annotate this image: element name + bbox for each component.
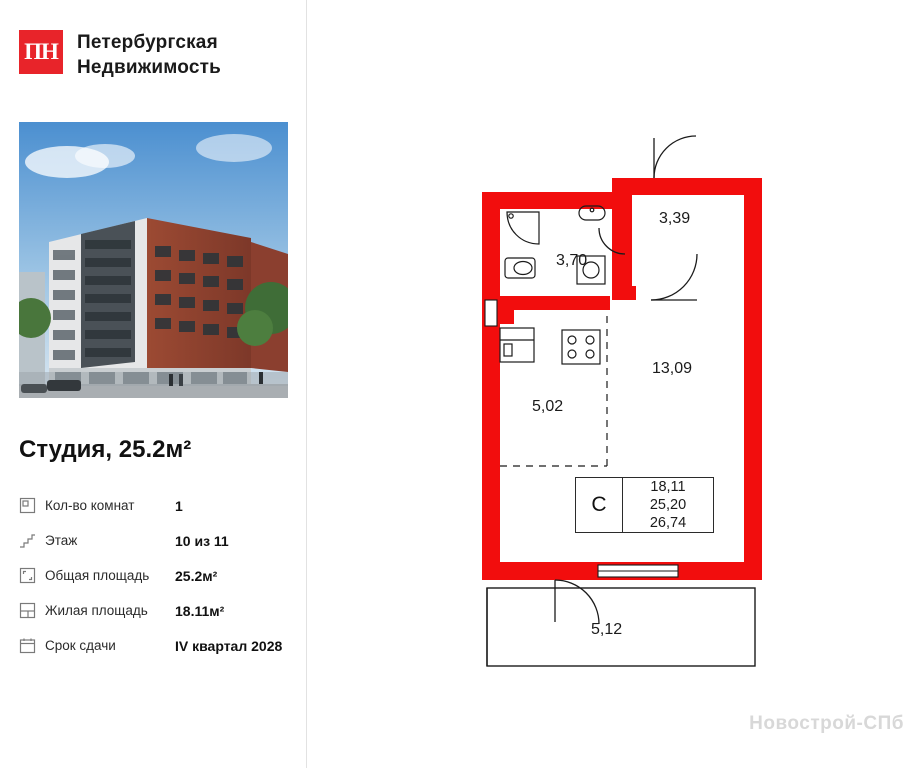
- floor-plan-drawing: [307, 0, 922, 768]
- watermark: Новострой-СПб: [749, 713, 904, 734]
- badge-living-area: 18,11: [650, 479, 686, 495]
- spec-value-living-area: 18.11м²: [175, 602, 225, 619]
- area-summary-badge: [575, 477, 714, 533]
- plan-area-kitchen: 5,02: [532, 398, 564, 415]
- brand-header[interactable]: [19, 30, 221, 80]
- living-area-icon: [19, 602, 36, 619]
- spec-label-living-area: Жилая площадь: [45, 603, 148, 618]
- spec-label-rooms: Кол-во комнат: [45, 498, 135, 513]
- plan-area-balcony: 5,12: [591, 621, 623, 638]
- spec-label-total-area: Общая площадь: [45, 568, 150, 583]
- plan-area-living-room: 13,09: [652, 360, 693, 377]
- spec-value-rooms: 1: [175, 497, 183, 514]
- spec-label-floor: Этаж: [45, 533, 78, 548]
- plan-area-bathroom: 3,70: [556, 252, 588, 269]
- page-title: Студия, 25.2м²: [19, 436, 192, 463]
- plan-area-hall: 3,39: [659, 210, 691, 227]
- area-icon: [19, 567, 36, 584]
- brand-name-line2: Недвижимость: [77, 57, 221, 78]
- brand-logo-icon: ПН: [19, 30, 63, 74]
- spec-value-deadline: IV квартал 2028: [175, 637, 283, 654]
- specs-list: [19, 488, 291, 663]
- spec-row-rooms: [19, 488, 291, 523]
- spec-value-floor: 10 из 11: [175, 532, 229, 549]
- area-summary-values: [623, 478, 713, 532]
- spec-label-deadline: Срок сдачи: [45, 638, 116, 653]
- spec-row-living-area: [19, 593, 291, 628]
- spec-row-total-area: [19, 558, 291, 593]
- spec-row-floor: [19, 523, 291, 558]
- spec-value-total-area: 25.2м²: [175, 567, 218, 584]
- info-panel: [0, 0, 307, 768]
- unit-type-letter: С: [576, 478, 623, 532]
- rooms-icon: [19, 497, 36, 514]
- badge-total-area: 25,20: [649, 497, 687, 513]
- floor-plan: [307, 0, 922, 768]
- brand-name: [77, 30, 221, 80]
- spec-row-deadline: [19, 628, 291, 663]
- badge-total-with-balcony: 26,74: [649, 515, 687, 531]
- calendar-icon: [19, 637, 36, 654]
- stairs-icon: [19, 532, 36, 549]
- building-photo: [19, 122, 288, 398]
- brand-name-line1: Петербургская: [77, 32, 218, 53]
